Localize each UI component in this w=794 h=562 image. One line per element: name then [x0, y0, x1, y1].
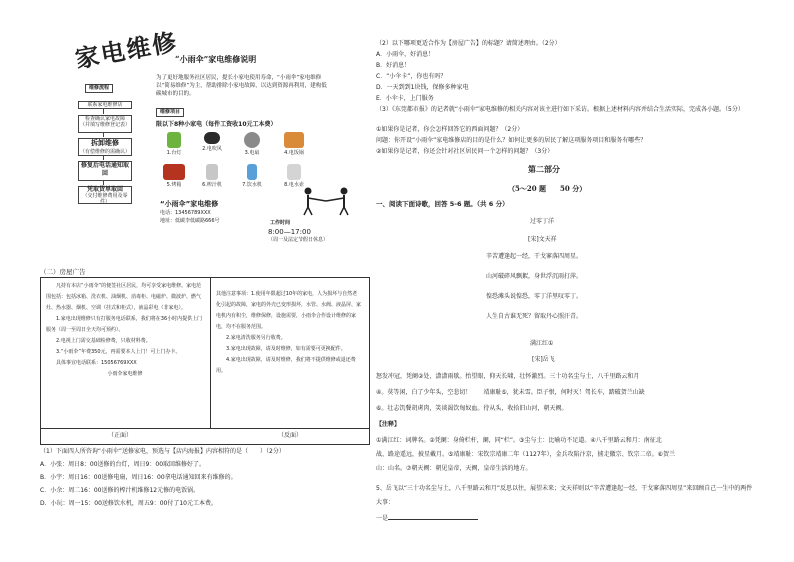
poem2-title: 满江红①: [530, 340, 554, 347]
hours-note: （周一及法定节假日休息）: [268, 237, 329, 243]
poem2-line: ④。莫等闲，白了少年头，空悲切！ 靖康耻⑤，犹未雪。臣子恨，何时灭！驾长车，踏破贺兰山缺: [376, 389, 645, 396]
q2-option-c: C．“小伞卡”，你也有吗？: [376, 73, 447, 80]
front-contact: 具体事宜电话联系：15056769XXX: [56, 360, 137, 366]
juicer-icon: [206, 164, 218, 180]
section1-heading: 一、阅读下面诗歌，回答 5-6 题。（共 6 分）: [376, 200, 509, 208]
shop-name: “小雨伞”家电维修: [160, 200, 219, 208]
back-paragraph: 4.家电出现故障，请及时维修，我们将不提供维修或退还费用。: [216, 357, 356, 374]
flow-arrow: [103, 180, 104, 185]
q2-stem: （2）以下哪项更适合作为【房屋广告】的标题？请简述理由。（2分）: [376, 40, 561, 47]
appliance-4: 4.电饭锅: [276, 132, 312, 156]
q3-sub-1: ①如果你是记者，你会怎样回答它的西面问题？（2分）: [376, 126, 524, 133]
part-title: 第二部分: [528, 165, 560, 174]
q1-option-b: B．小宇：周日16：00送修电扇，周日16：00拿电话通知回来有维修的。: [40, 474, 237, 481]
back-paragraph: 2.家电清洗服务另行收费。: [226, 335, 286, 341]
front-panel: [46, 281, 204, 380]
flow-step-1: 联系家电维修店: [78, 101, 132, 109]
q1-option-a: A．小张：周日8：00送修的台灯，周日9：00取回维修好了。: [40, 461, 206, 468]
q3-sub-2: ②如果你是记者，你还会针对社区居民问一个怎样的问题？（3分）: [376, 148, 554, 155]
ad-divider: [210, 278, 211, 428]
notes-label: 【注释】: [376, 421, 401, 428]
q1-option-d: D．小玩：周一15：00送修饮水机，周五9：00付了10元工本费。: [40, 500, 217, 507]
appliance-8: 8.电水壶: [276, 164, 312, 188]
q5-prefix: 一是: [376, 515, 389, 522]
flow-arrow: [103, 109, 104, 114]
q2-option-b: B．好消息！: [376, 62, 411, 69]
water-dispenser-icon: [247, 164, 257, 180]
appliance-7: 7.饮水机: [234, 164, 270, 188]
desk-lamp-icon: [167, 132, 181, 148]
ad-intro: 为了更好地服务社区居民，提长小家电使用寿命，“小雨伞”家电维修以“简易维修”为主，帮助排除小家电故障，以达到资源再利用，建构低碳城市的目的。: [156, 75, 327, 97]
hours-label: 工作时间: [270, 220, 291, 226]
back-label: （反面）: [278, 432, 303, 439]
poem-author: [宋]文天祥: [528, 236, 557, 243]
poem-line: 惶恐滩头说惶恐，零丁洋里叹零丁。: [486, 293, 583, 300]
back-paragraph: 其他注意事项：1.使用年限超过10年的家电，人为损坏与自然老化引起的故障，家电的外壳已变形损坏，水管、水阀、液晶屏、家电机内有积尘，维修保修，设施需要，小雨伞合作设计维修的家电，均不在服务范围。: [216, 291, 362, 330]
shop-address: 地址：低碳李低碳路666号: [160, 218, 220, 224]
appliance-1: 1.台灯: [156, 132, 192, 156]
ad-title: “小雨伞”家电维修说明: [175, 54, 257, 64]
q3-question: 问题：你开设“小雨伞”家电维修店的目的是什么？如何让更多的居民了解这项服务项目和服务有哪些？: [376, 137, 647, 144]
handshake-icon: [296, 186, 356, 216]
appliance-6: 6.榨汁机: [194, 164, 230, 188]
front-paragraph: 2.电视上门需交基础检修费，只收材料费。: [56, 338, 151, 344]
front-paragraph: 1.家电出现维修只有打服务电话联系，我们将在36小时内提供上门服务（周一至周日全天均可预约）。: [46, 316, 203, 333]
poem-line: 山河破碎风飘絮，身世浮沉雨打萍。: [486, 273, 583, 280]
q1-stem: （1）下面四人所咨询“小雨伞”送修家电，预选与【店内海报】内容相符的是（ ）（2分）: [40, 448, 285, 455]
poem-line: 辛苦遭逢起一经，干戈寥落四周星。: [486, 253, 583, 260]
q5-stem: 5、岳飞以“三十功名尘与土，八千里路云和月”反思以往，展望未来；文天祥则以“辛苦遭逢起一经，干戈寥落四周星”来回顾自己一生中的两件大事：: [376, 485, 753, 506]
items-banner: 限以下8种小家电（每件工资收10元工本费）: [156, 121, 277, 128]
q2-option-a: A．小雨伞，好消息！: [376, 51, 435, 58]
front-sign: 小雨伞家电维修: [107, 371, 143, 377]
q2-option-e: E．小伞卡，上门服务: [376, 95, 434, 102]
poem2-line: 怒发冲冠，凭阑②处，潇潇雨歇。抬望眼，仰天长啸，壮怀激烈。三十功名尘与土，八千里路云和月: [376, 373, 640, 380]
q1-option-c: C．小余：周二16：00送修的榨汁机维修12元修的电饭锅。: [40, 487, 200, 494]
ad-footer-line: [41, 428, 369, 429]
front-paragraph: 凡持有本店“小雨伞”的便签社区居民，均可享受家电维修。家电范围包括：包括冰箱、洗衣机、油烟机、消毒柜、电磁炉、微波炉、燃气灶、热水器、烟机、空调（挂式和柜式），液晶彩电（非家电）。: [46, 283, 202, 311]
poem2-author: [宋]岳飞: [532, 356, 555, 363]
hair-dryer-icon: [204, 132, 220, 144]
note-line: 战、路途遥远，披星戴月。⑤靖康耻：宋钦宗靖康二年（1127年），金兵攻陷汴京，掳走徽宗、钦宗二帝。⑥贺兰: [376, 451, 676, 458]
flow-arrow: [103, 132, 104, 137]
items-title: 维修项目: [156, 108, 184, 117]
appliance-2: 2.电吹风: [194, 132, 230, 152]
section-label: （二）房屋广告: [40, 268, 86, 276]
rice-cooker-icon: [284, 132, 304, 148]
note-line: ①满江红：词牌名。②凭阑：身倚栏杆，阑，同“栏”。③尘与土：比喻功不足道。④八千里路云和月：南征北: [376, 437, 662, 444]
flow-step-2: 检查确认家电故障 （并填写维修登记表）: [78, 115, 132, 133]
front-paragraph: 3.“小雨伞”年费350元，再需要本人上门！可上门办卡。: [56, 349, 181, 355]
back-paragraph: 3.家电出现故障，请及时维修，如有需要可更换配件。: [226, 346, 346, 352]
hours-value: 8:00—17:00: [268, 228, 311, 236]
flow-title: 维修流程: [85, 84, 113, 93]
electric-fan-icon: [244, 132, 260, 148]
electric-kettle-icon: [287, 164, 301, 180]
q5-answer-line[interactable]: [376, 512, 478, 523]
q3-stem: （3）《东莞都市报》的记者就“小雨伞”家电维修的相关内容对该主进行如下采访。根据上述材料内容并结合生活实际，完成各小题。（5分）: [376, 106, 744, 113]
appliance-5: 5.烤箱: [156, 164, 192, 188]
note-line: 山：山名。⑦朝天阙：朝见皇帝，天阙，皇帝生活的地方。: [376, 465, 532, 472]
part-subtitle: （5～20 题 50 分）: [508, 184, 587, 193]
flow-arrow: [103, 155, 104, 160]
back-panel: [216, 289, 362, 377]
q2-option-d: D．一天到到1块钱，保修多种家电: [376, 84, 469, 91]
flow-step-4: 修复后电话通知取回: [78, 161, 132, 181]
oven-icon: [163, 164, 185, 180]
answer-blank[interactable]: [388, 512, 478, 520]
big-title: 家电维修: [72, 26, 181, 74]
poem-title: 过零丁洋: [530, 218, 555, 225]
appliance-3: 3.电扇: [234, 132, 270, 156]
front-label: （正面）: [108, 432, 133, 439]
poem-line: 人生自古谁无死？留取丹心照汗青。: [486, 313, 583, 320]
flow-step-3: 拆卸维修 （有偿维修的需确认）: [79, 139, 130, 155]
flow-step-5: 凭取货单取回 （交付维修费用及零件）: [78, 186, 132, 204]
poem2-line: ⑥。壮志饥餐胡虏肉，笑谈渴饮匈奴血。待从头，收拾旧山河，朝天阙。: [376, 405, 568, 412]
shop-phone: 电话：13456789XXX: [160, 210, 211, 216]
